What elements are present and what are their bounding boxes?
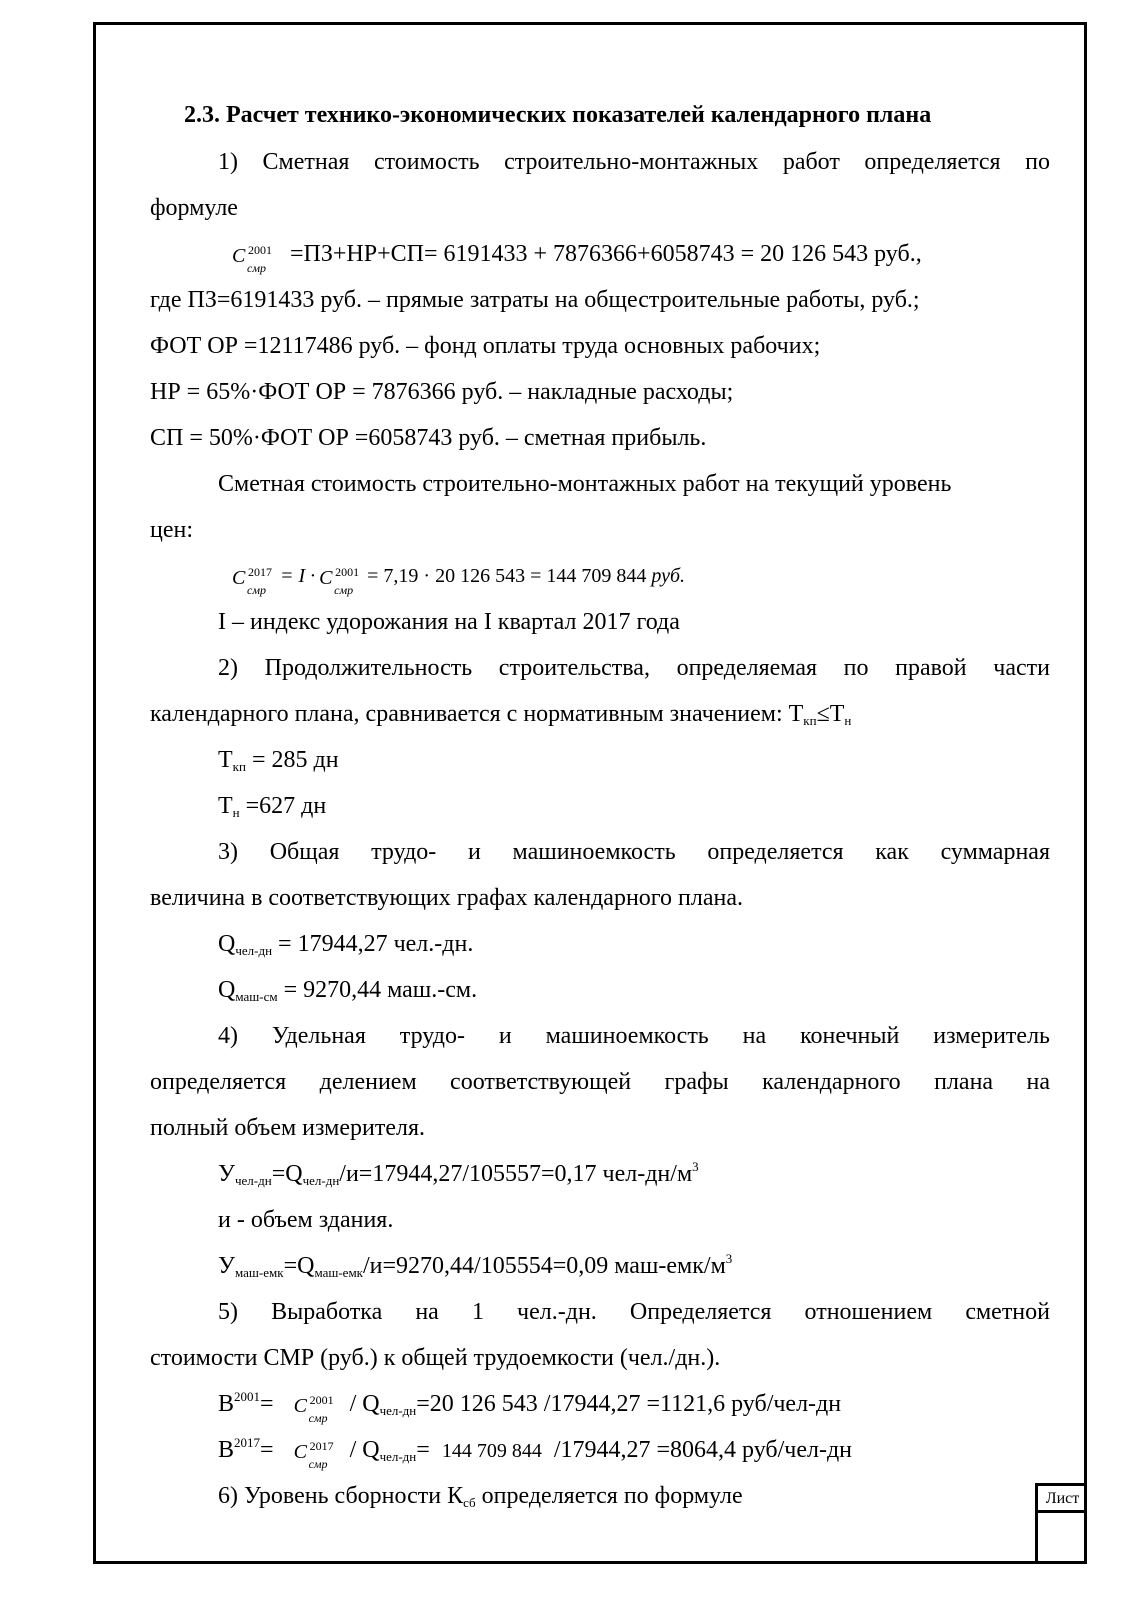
paragraph-5-line-3: полный объем измерителя.: [150, 1115, 426, 1141]
line-u-mash: Умаш-емк=Qмаш-емк/и=9270,44/105554=0,09 маш-$емк/м^3$: [218, 1251, 733, 1280]
section-title: 2.3. Расчет технико-экономических показателей календарного плана: [184, 102, 932, 128]
line-nr: НР = 65%·ФОТ ОР = 7876366 руб. – накладные расходы;: [150, 379, 734, 405]
line-tkp: Ткп = 285 дн: [218, 747, 339, 774]
paragraph-1-line-2: формуле: [150, 195, 238, 221]
sheet-stamp: [1035, 1483, 1087, 1564]
line-index: I – индекс удорожания на I квартал 2017 года: [218, 609, 680, 635]
paragraph-4-line-1: 3) Общая трудо- и машиноемкость определяется как суммарная: [218, 839, 1050, 865]
formula-1: [232, 239, 922, 275]
line-q-mash: Qмаш-см = 9270,44 маш.-см.: [218, 977, 478, 1004]
line-u-chel: Учел-дн=Qчел-дн/и=17944,27/105557=0,17 чел-$дн/м^3$: [218, 1159, 699, 1188]
c-smr-2001-symbol-c: C 2001 смр: [293, 1393, 334, 1425]
paragraph-5-line-2: определяется делением соответствующей графы календарного плана на: [150, 1069, 1050, 1095]
line-sp: СП = 50%·ФОТ ОР =6058743 руб. – сметная прибыль.: [150, 425, 707, 451]
formula-2: C 2017 смр = I · C 2001 смр = 7,19 · 20 126 543 = 144 709 844 руб.: [232, 561, 685, 591]
paragraph-1-line-1: 1) Сметная стоимость строительно-монтажных работ определяется по: [218, 149, 1050, 175]
line-tn: Тн =627 дн: [218, 793, 327, 820]
paragraph-3-line-1: 2) Продолжительность строительства, определяемая по правой части: [218, 655, 1050, 681]
sheet-label: Лист: [1038, 1486, 1087, 1513]
paragraph-2-line-1: Сметная стоимость строительно-монтажных работ на текущий уровень: [218, 471, 952, 497]
c-smr-2017-symbol: C 2017 смр: [232, 565, 272, 597]
line-b-2001: $В^{2001}=$ C 2001 смр / Qчел-дн=20 126 543 /17944,27 =1121,6 руб/чел-дн: [218, 1389, 842, 1425]
paragraph-2-line-2: цен:: [150, 517, 194, 543]
paragraph-6-line-1: 5) Выработка на 1 чел.-дн. Определяется отношением сметной: [218, 1299, 1050, 1325]
paragraph-3-line-2: календарного плана, сравнивается с нормативным значением: Ткп≤Тн: [150, 701, 852, 728]
line-fot: ФОТ ОР =12117486 руб. – фонд оплаты труда основных рабочих;: [150, 333, 821, 359]
paragraph-4-line-2: величина в соответствующих графах календарного плана.: [150, 885, 744, 911]
paragraph-7: 6) Уровень сборности Ксб определяется по формуле: [218, 1483, 743, 1510]
line-q-chel: Qчел-дн = 17944,27 чел.-дн.: [218, 931, 474, 958]
c-smr-2001-symbol: C 2001 смр: [232, 243, 272, 275]
formula-1-text: =ПЗ+НР+СП= 6191433 + 7876366+6058743 = 20 126 543 руб.,: [290, 241, 922, 267]
c-smr-2001-symbol-b: C 2001 смр: [319, 565, 360, 597]
line-b-2017: $В^{2017}=$ C 2017 смр / Qчел-дн= 144 709 844 /17944,27 =8064,4 руб/чел-дн: [218, 1435, 853, 1471]
line-volume: и - объем здания.: [218, 1207, 394, 1233]
paragraph-5-line-1: 4) Удельная трудо- и машиноемкость на конечный измеритель: [218, 1023, 1050, 1049]
paragraph-6-line-2: стоимости СМР (руб.) к общей трудоемкости (чел./дн.).: [150, 1345, 721, 1371]
line-pz: где ПЗ=6191433 руб. – прямые затраты на общестроительные работы, руб.;: [150, 287, 920, 313]
c-smr-2017-symbol-c: C 2017 смр: [293, 1439, 334, 1471]
